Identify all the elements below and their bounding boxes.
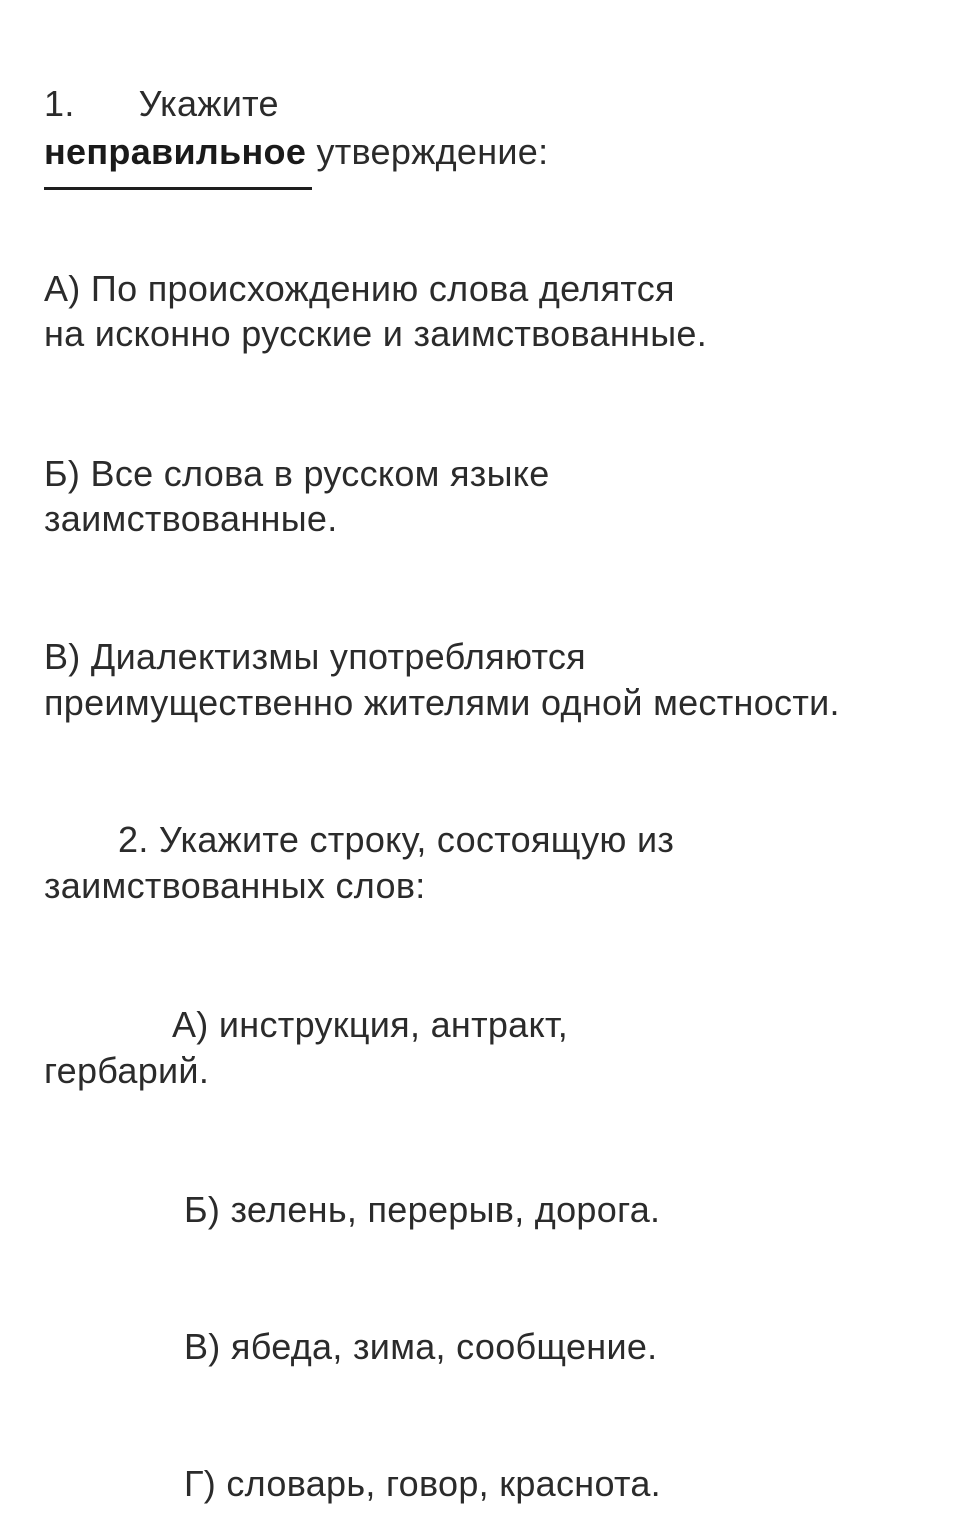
question-1-subheading: [44, 129, 548, 175]
question-2-subheading: заимствованных слов:: [44, 865, 426, 906]
question-2-option-g: Г) словарь, говор, краснота.: [184, 1463, 661, 1504]
question-2-heading: 2. Укажите строку, состоящую из: [118, 819, 675, 860]
question-1-option-a-line-2: на исконно русские и заимствованные.: [44, 313, 708, 354]
question-1-option-a-line-1: А) По происхождению слова делятся: [44, 268, 675, 309]
question-1-number: 1.: [44, 83, 75, 124]
question-1-title-rest: утверждение:: [306, 131, 549, 172]
question-2-option-v: В) ябеда, зима, сообщение.: [184, 1326, 658, 1367]
question-2-option-b: Б) зелень, перерыв, дорога.: [184, 1189, 661, 1230]
question-1-title-word: Укажите: [138, 83, 279, 124]
question-1-option-v-line-1: В) Диалектизмы употребляются: [44, 636, 586, 677]
question-1-option-b-line-2: заимствованные.: [44, 498, 338, 539]
question-2-option-a-line-2: гербарий.: [44, 1050, 210, 1091]
question-1-option-b-line-1: Б) Все слова в русском языке: [44, 453, 550, 494]
question-1-heading: [44, 81, 279, 127]
question-2-option-a-line-1: А) инструкция, антракт,: [172, 1004, 569, 1045]
emphasis-word: неправильное: [44, 131, 307, 172]
question-1-option-v-line-2: преимущественно жителями одной местности.: [44, 682, 840, 723]
underline-divider: [44, 187, 312, 190]
